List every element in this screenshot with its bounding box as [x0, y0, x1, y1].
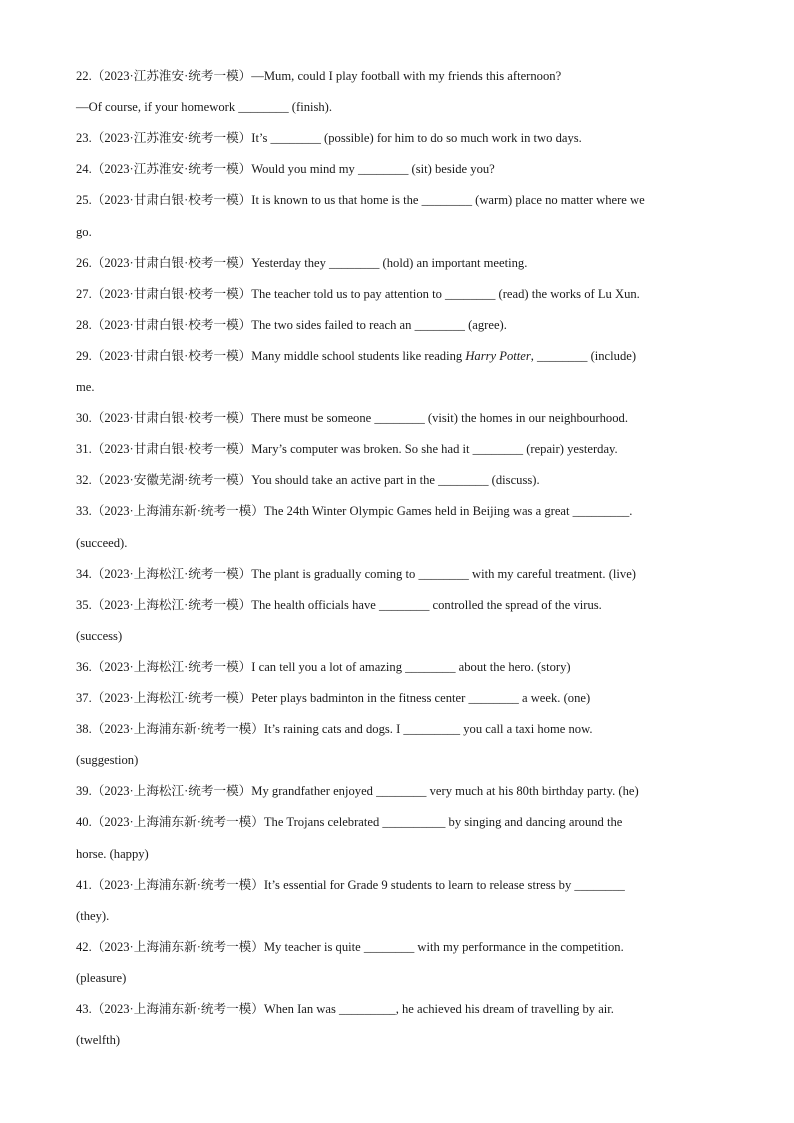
question-line: [76, 721, 714, 737]
question-line: [76, 939, 714, 955]
question-source: （2023·上海松江·统考一模）: [91, 691, 252, 705]
question-text: —Mum, could I play football with my friends this afternoon?: [251, 69, 562, 83]
question-continuation: [76, 224, 714, 240]
question-text: It’s essential for Grade 9 students to learn to release stress by ________: [263, 877, 625, 892]
question-line: [76, 286, 714, 302]
question-text: go.: [76, 224, 92, 239]
question-number: 37.: [76, 691, 92, 705]
question-source: （2023·甘肃白银·校考一模）: [91, 442, 252, 457]
question-source: （2023·上海浦东新·统考一模）: [91, 877, 264, 892]
book-title: Harry Potter: [465, 348, 531, 363]
question-text: Would you mind my ________ (sit) beside you?: [251, 162, 495, 177]
question-continuation: [76, 1032, 714, 1048]
question-text: (suggestion): [76, 753, 139, 768]
question-number: 31.: [76, 442, 92, 457]
question-continuation: [76, 846, 714, 862]
question-line: [76, 410, 714, 426]
question-text: (success): [76, 628, 123, 643]
question-line: [76, 130, 714, 146]
question-text: It’s ________ (possible) for him to do so much work in two days.: [251, 131, 582, 146]
question-line: [76, 690, 714, 706]
question-number: 28.: [76, 317, 92, 332]
question-source: （2023·江苏淮安·统考一模）: [91, 162, 252, 177]
question-source: （2023·上海松江·统考一模）: [91, 784, 252, 799]
question-number: 25.: [76, 193, 92, 208]
question-number: 43.: [76, 1002, 92, 1016]
question-continuation: [76, 752, 714, 768]
question-line: [76, 1001, 714, 1017]
question-continuation: [76, 970, 714, 986]
question-line: [76, 68, 714, 84]
question-number: 26.: [76, 255, 92, 270]
question-number: 33.: [76, 504, 92, 519]
question-number: 42.: [76, 939, 92, 954]
question-continuation: [76, 99, 714, 115]
question-text: My teacher is quite ________ with my performance in the competition.: [263, 939, 624, 954]
question-continuation: [76, 535, 714, 551]
question-number: 29.: [76, 348, 92, 363]
question-source: （2023·上海浦东新·统考一模）: [91, 504, 264, 519]
question-text: You should take an active part in the ________ (discuss).: [251, 473, 540, 488]
question-text: There must be someone ________ (visit) the homes in our neighbourhood.: [251, 411, 628, 426]
question-source: （2023·上海浦东新·统考一模）: [91, 1002, 264, 1016]
question-line: [76, 659, 714, 675]
question-line: [76, 597, 714, 613]
question-line: [76, 814, 714, 830]
question-source: （2023·江苏淮安·统考一模）: [91, 131, 252, 146]
question-line: [76, 503, 714, 519]
question-source: （2023·安徽芜湖·统考一模）: [91, 473, 252, 488]
question-number: 23.: [76, 131, 92, 146]
question-line: [76, 348, 714, 364]
question-source: （2023·上海松江·统考一模）: [91, 597, 252, 612]
question-text: Mary’s computer was broken. So she had it ________ (repair) yesterday.: [251, 442, 618, 457]
question-number: 34.: [76, 566, 92, 581]
question-continuation: [76, 628, 714, 644]
question-number: 39.: [76, 784, 92, 799]
question-source: （2023·上海浦东新·统考一模）: [91, 939, 264, 954]
question-number: 38.: [76, 722, 92, 737]
question-text: The teacher told us to pay attention to ________ (read) the works of Lu Xun.: [251, 286, 640, 301]
question-text: (twelfth): [76, 1033, 121, 1048]
question-source: （2023·上海松江·统考一模）: [91, 566, 252, 581]
question-text: My grandfather enjoyed ________ very much at his 80th birthday party. (he): [251, 784, 639, 799]
question-source: （2023·江苏淮安·统考一模）: [91, 69, 252, 83]
question-number: 35.: [76, 597, 92, 612]
question-text: The plant is gradually coming to ________ with my careful treatment. (live): [251, 566, 636, 581]
question-text: (they).: [76, 908, 110, 923]
question-line: [76, 566, 714, 582]
question-line: [76, 192, 714, 208]
question-source: （2023·甘肃白银·校考一模）: [91, 193, 252, 208]
question-continuation: [76, 908, 714, 924]
question-source: （2023·上海浦东新·统考一模）: [91, 815, 264, 830]
question-line: [76, 161, 714, 177]
question-line: [76, 783, 714, 799]
question-number: 40.: [76, 815, 92, 830]
question-text: It is known to us that home is the ________ (warm) place no matter where we: [251, 193, 645, 208]
question-continuation: [76, 379, 714, 395]
question-number: 41.: [76, 877, 92, 892]
question-source: （2023·甘肃白银·校考一模）: [91, 286, 252, 301]
question-number: 36.: [76, 659, 92, 674]
question-line: [76, 255, 714, 271]
question-text: It’s raining cats and dogs. I _________ you call a taxi home now.: [263, 722, 593, 737]
question-text: The two sides failed to reach an ________ (agree).: [251, 317, 507, 332]
question-line: [76, 317, 714, 333]
question-line: [76, 472, 714, 488]
question-source: （2023·甘肃白银·校考一模）: [91, 411, 252, 426]
question-text: (succeed).: [76, 535, 128, 550]
question-text: Yesterday they ________ (hold) an important meeting.: [251, 255, 528, 270]
question-text: Peter plays badminton in the fitness center ________ a week. (one): [251, 691, 591, 705]
question-number: 22.: [76, 69, 92, 83]
question-text: me.: [76, 380, 95, 394]
question-number: 24.: [76, 162, 92, 177]
question-line: [76, 441, 714, 457]
question-text: Many middle school students like reading: [251, 348, 466, 363]
question-number: 27.: [76, 286, 92, 301]
question-text: The Trojans celebrated __________ by singing and dancing around the: [263, 815, 623, 830]
question-number: 30.: [76, 411, 92, 426]
question-number: 32.: [76, 473, 92, 488]
question-text: I can tell you a lot of amazing ________ about the hero. (story): [251, 659, 571, 674]
question-text: horse. (happy): [76, 846, 149, 861]
question-text: The health officials have ________ controlled the spread of the virus.: [251, 597, 602, 612]
question-text: When Ian was _________, he achieved his dream of travelling by air.: [263, 1002, 614, 1016]
question-source: （2023·上海浦东新·统考一模）: [91, 722, 264, 737]
question-text: , ________ (include): [530, 348, 637, 363]
question-text: (pleasure): [76, 970, 127, 985]
question-source: （2023·上海松江·统考一模）: [91, 659, 252, 674]
question-text: The 24th Winter Olympic Games held in Beijing was a great _________.: [263, 504, 633, 519]
question-source: （2023·甘肃白银·校考一模）: [91, 317, 252, 332]
question-source: （2023·甘肃白银·校考一模）: [91, 348, 252, 363]
question-text: —Of course, if your homework ________ (finish).: [76, 100, 333, 115]
question-source: （2023·甘肃白银·校考一模）: [91, 255, 252, 270]
question-line: [76, 877, 714, 893]
